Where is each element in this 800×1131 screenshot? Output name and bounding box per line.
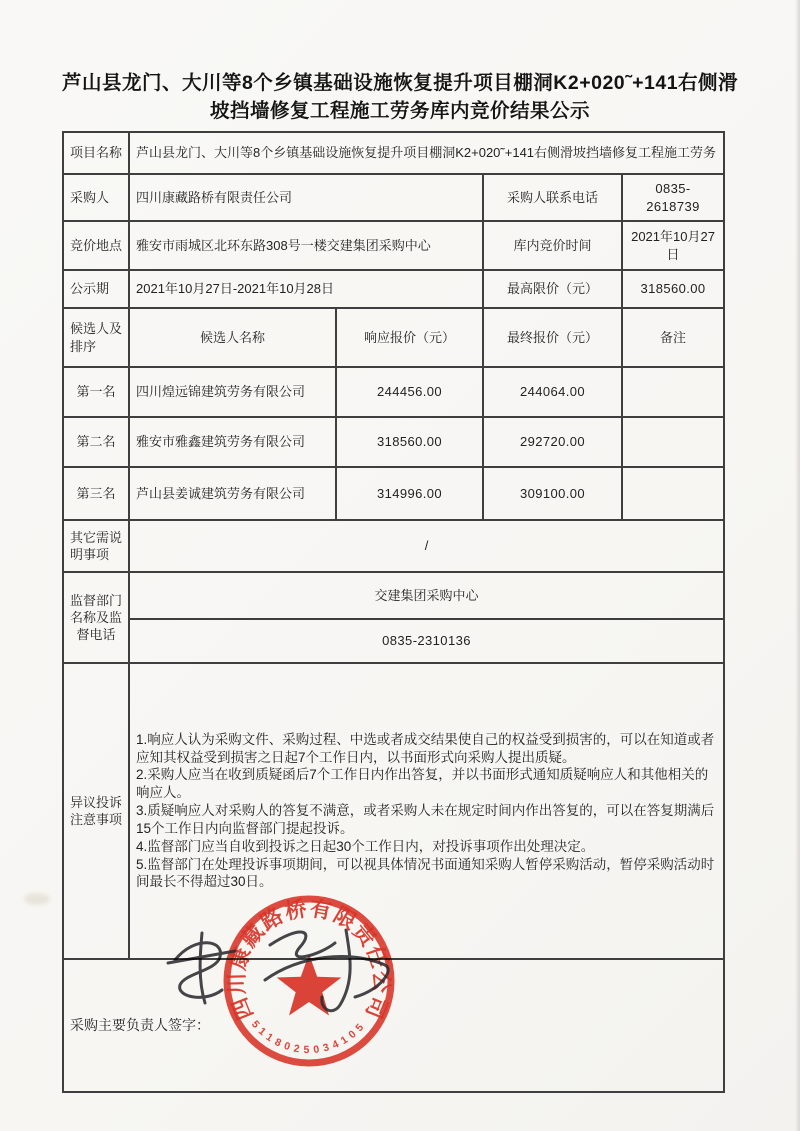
candidate-1-name: 四川煌远锦建筑劳务有限公司 (129, 367, 336, 417)
bid-venue-value: 雅安市雨城区北环东路308号一楼交建集团采购中心 (129, 221, 483, 270)
objection-item-4: 4.监督部门应当自收到投诉之日起30个工作日内，对投诉事项作出处理决定。 (136, 838, 595, 854)
candidate-3-name: 芦山县姜诚建筑劳务有限公司 (129, 467, 336, 520)
document-title-line1: 芦山县龙门、大川等8个乡镇基础设施恢复提升项目棚洞K2+020˜+141右侧滑 (61, 72, 739, 94)
candidate-1-final-price: 244064.00 (483, 367, 622, 417)
supervision-department-value: 交建集团采购中心 (129, 572, 724, 619)
objection-item-5: 5.监督部门在处理投诉事项期间，可以视具体情况书面通知采购人暂停采购活动，暂停采购活动时间最长不得超过30日。 (136, 856, 715, 890)
purchaser-label: 采购人 (63, 174, 129, 221)
document-title (38, 70, 762, 125)
objection-text (129, 663, 724, 959)
candidate-2-rank: 第二名 (63, 417, 129, 467)
candidate-3-response-price: 314996.00 (336, 467, 483, 520)
row-supervision-department (63, 572, 724, 619)
candidate-2-response-price: 318560.00 (336, 417, 483, 467)
purchaser-phone-label: 采购人联系电话 (483, 174, 622, 221)
candidates-final-price-header: 最终报价（元） (483, 308, 622, 367)
signature-line (63, 959, 724, 1092)
candidate-1-rank: 第一名 (63, 367, 129, 417)
row-project-name (63, 132, 724, 174)
bid-time-label: 库内竞价时间 (483, 221, 622, 270)
candidate-row-1 (63, 367, 724, 417)
candidate-1-remark (622, 367, 724, 417)
seal-serial-text: 5118025034105 (248, 1018, 370, 1057)
candidates-remark-header: 备注 (622, 308, 724, 367)
row-signature (63, 959, 724, 1092)
project-name-value: 芦山县龙门、大川等8个乡镇基础设施恢复提升项目棚洞K2+020˜+141右侧滑坡挡墙修复工程施工劳务 (129, 132, 724, 174)
objection-label: 异议投诉注意事项 (63, 663, 129, 959)
bid-venue-label: 竞价地点 (63, 221, 129, 270)
other-notes-label: 其它需说明事项 (63, 520, 129, 572)
candidates-rank-header: 候选人及排序 (63, 308, 129, 367)
supervision-label: 监督部门名称及监督电话 (63, 572, 129, 663)
seal-company-text: 四川康藏路桥有限责任公司 (224, 896, 394, 1024)
objection-item-2: 2.采购人应当在收到质疑函后7个工作日内作出答复，并以书面形式通知质疑响应人和其他相关的响应人。 (136, 767, 709, 801)
row-supervision-phone (63, 619, 724, 663)
candidate-row-3 (63, 467, 724, 520)
document-title-line2: 坡挡墙修复工程施工劳务库内竞价结果公示 (209, 99, 590, 122)
candidates-name-header: 候选人名称 (129, 308, 336, 367)
other-notes-value: / (129, 520, 724, 572)
row-other-notes (63, 520, 724, 572)
bid-time-value: 2021年10月27日 (622, 221, 724, 270)
candidate-3-final-price: 309100.00 (483, 467, 622, 520)
supervision-phone-value: 0835-2310136 (129, 619, 724, 663)
pencil-smudge (24, 893, 50, 905)
candidate-2-remark (622, 417, 724, 467)
max-price-value: 318560.00 (622, 270, 724, 308)
candidate-3-remark (622, 467, 724, 520)
candidate-1-response-price: 244456.00 (336, 367, 483, 417)
candidate-row-2 (63, 417, 724, 467)
publicity-period-label: 公示期 (63, 270, 129, 308)
row-candidates-header (63, 308, 724, 367)
row-bid-venue (63, 221, 724, 270)
candidates-response-price-header: 响应报价（元） (336, 308, 483, 367)
max-price-label: 最高限价（元） (483, 270, 622, 308)
row-publicity-period (63, 270, 724, 308)
project-name-label: 项目名称 (63, 132, 129, 174)
purchaser-phone-value: 0835-2618739 (622, 174, 724, 221)
objection-item-1: 1.响应人认为采购文件、采购过程、中选或者成交结果使自己的权益受到损害的，可以在知道或者应知其权益受到损害之日起7个工作日内，以书面形式向采购人提出质疑。 (136, 731, 715, 765)
candidate-3-rank: 第三名 (63, 467, 129, 520)
row-objection-notes (63, 663, 724, 959)
candidate-2-name: 雅安市雅鑫建筑劳务有限公司 (129, 417, 336, 467)
publicity-period-value: 2021年10月27日-2021年10月28日 (129, 270, 483, 308)
objection-item-3: 3.质疑响应人对采购人的答复不满意，或者采购人未在规定时间内作出答复的，可以在答复期满后15个工作日内向监督部门提起投诉。 (136, 803, 715, 836)
purchaser-value: 四川康藏路桥有限责任公司 (129, 174, 483, 221)
scan-edge-shadow (795, 0, 800, 1131)
signature-label: 采购主要负责人签字： (70, 1017, 210, 1034)
row-purchaser (63, 174, 724, 221)
bid-result-table (62, 131, 725, 1093)
candidate-2-final-price: 292720.00 (483, 417, 622, 467)
